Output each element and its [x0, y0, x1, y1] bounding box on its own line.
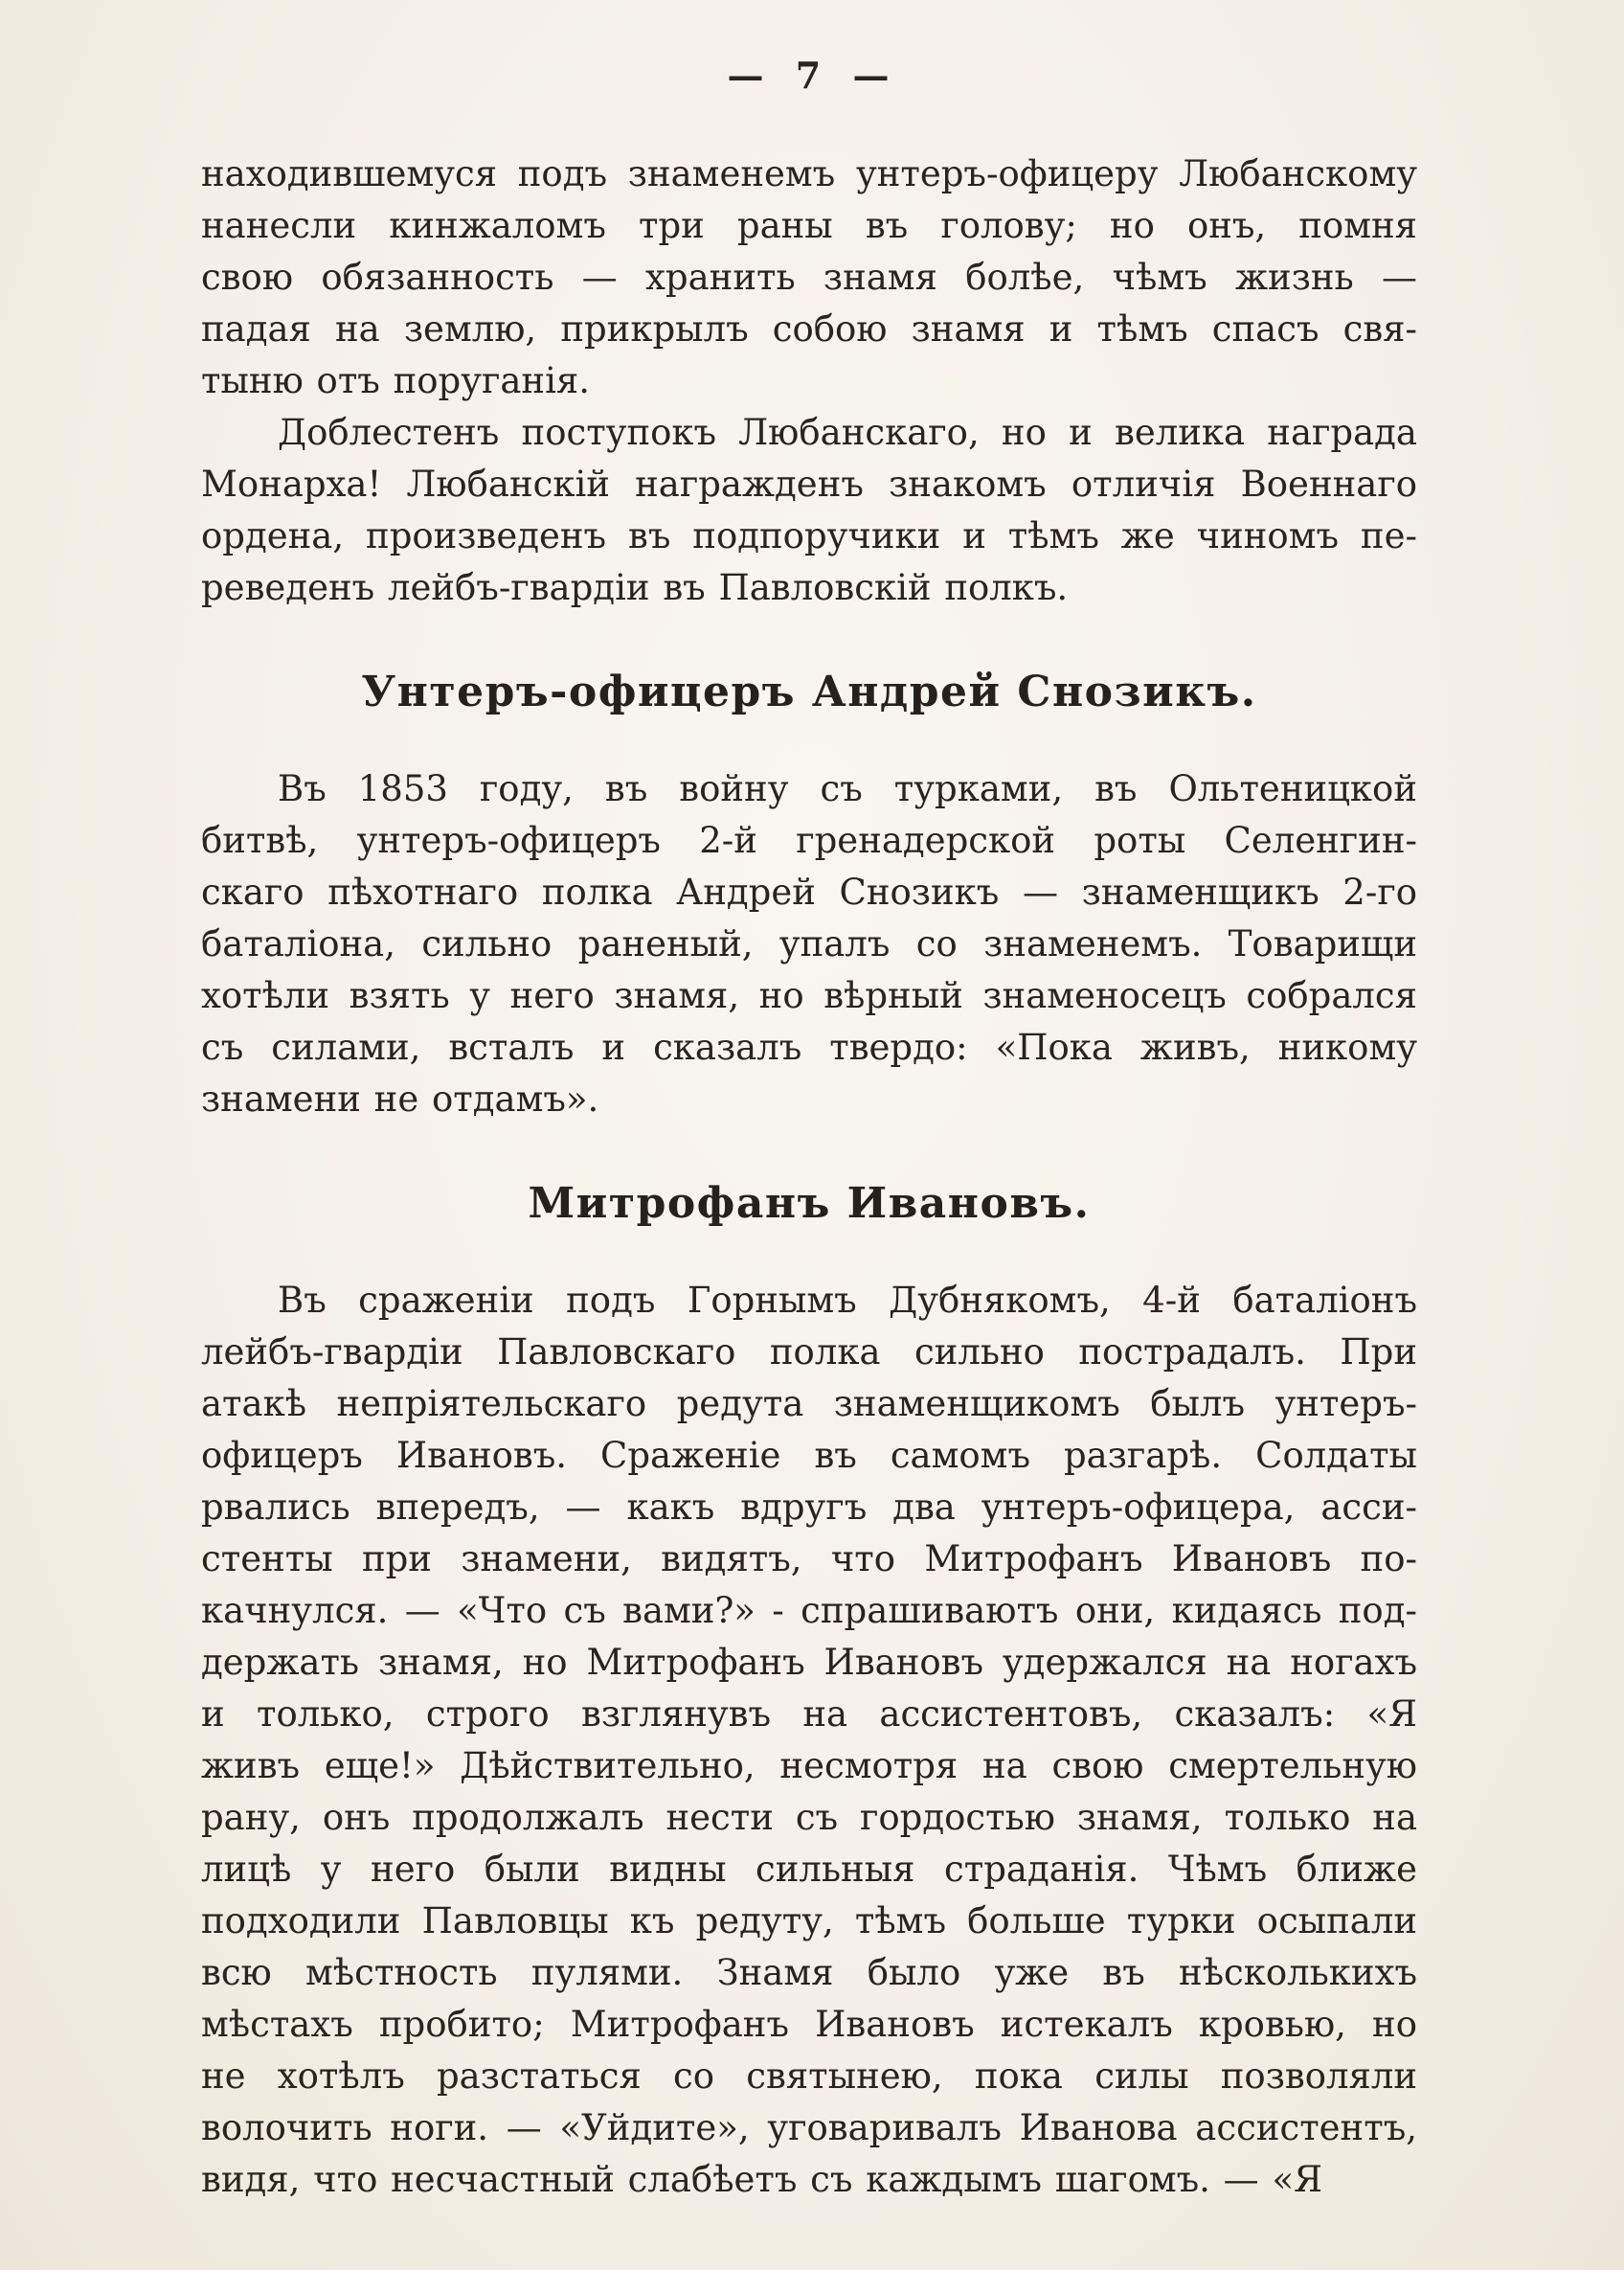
text-line: свою обязанность — хранить знамя болѣе, чѣмъ жизнь — [201, 257, 1417, 298]
text-line: живъ еще!» Дѣйствительно, несмотря на свою смертельную [201, 1745, 1417, 1786]
text-line: падая на землю, прикрылъ собою знамя и тѣмъ спасъ свя- [201, 308, 1417, 350]
text-line: подходили Павловцы къ редуту, тѣмъ больше турки осыпали [201, 1900, 1417, 1941]
text-line: нанесли кинжаломъ три раны въ голову; но онъ, помня [201, 205, 1417, 246]
text-line: держать знамя, но Митрофанъ Ивановъ удержался на ногахъ [201, 1642, 1417, 1683]
text-line: ордена, произведенъ въ подпоручики и тѣмъ же чиномъ пе- [201, 515, 1417, 556]
text-line: мѣстахъ пробито; Митрофанъ Ивановъ истекалъ кровью, но [201, 2004, 1417, 2045]
text-line: находившемуся подъ знаменемъ унтеръ-офицеру Любанскому [201, 153, 1417, 194]
text-line: всю мѣстность пулями. Знамя было уже въ нѣсколькихъ [201, 1952, 1417, 1993]
text-line: Въ сраженіи подъ Горнымъ Дубнякомъ, 4-й баталіонъ [278, 1280, 1417, 1321]
text-line: Монарха! Любанскій награжденъ знакомъ отличія Военнаго [201, 464, 1417, 505]
text-line: хотѣли взять у него знамя, но вѣрный знаменосецъ собрался [201, 975, 1417, 1016]
text-line: лейбъ-гвардіи Павловскаго полка сильно пострадалъ. При [201, 1331, 1417, 1373]
text-line: офицеръ Ивановъ. Сраженіе въ самомъ разгарѣ. Солдаты [201, 1435, 1417, 1476]
heading-ivanov: Митрофанъ Ивановъ. [528, 1179, 1091, 1228]
text-line: баталіона, сильно раненый, упалъ со знаменемъ. Товарищи [201, 923, 1417, 965]
paragraph-ivanov [201, 1275, 1417, 2206]
text-line: лицѣ у него были видны сильныя страданія. Чѣмъ ближе [201, 1849, 1417, 1890]
text-line: качнулся. — «Что съ вами?» - спрашиваютъ они, кидаясь под- [201, 1590, 1417, 1631]
text-line: видя, что несчастный слабѣетъ съ каждымъ шагомъ. — «Я [201, 2159, 1322, 2200]
text-line: волочить ноги. — «Уйдите», уговаривалъ Иванова ассистентъ, [201, 2107, 1417, 2148]
text-line: рану, онъ продолжалъ нести съ гордостью знамя, только на [201, 1797, 1417, 1838]
text-line: знамени не отдамъ». [201, 1078, 599, 1120]
text-line: Доблестенъ поступокъ Любанскаго, но и велика награда [278, 412, 1417, 453]
text-line: стенты при знамени, видятъ, что Митрофанъ Ивановъ по- [201, 1538, 1417, 1579]
text-line: не хотѣлъ разстаться со святынею, пока силы позволяли [201, 2055, 1417, 2097]
text-line: и только, строго взглянувъ на ассистентовъ, сказалъ: «Я [201, 1693, 1417, 1735]
paragraph-lyubansky-feat [201, 148, 1417, 407]
paragraph-snozik [201, 763, 1417, 1125]
paragraph-lyubansky-award [201, 407, 1417, 614]
page-number: — 7 — [727, 54, 891, 97]
text-line: реведенъ лейбъ-гвардіи въ Павловскій полкъ. [201, 567, 1069, 608]
text-line: атакѣ непріятельскаго редута знаменщикомъ былъ унтеръ- [201, 1383, 1417, 1424]
heading-snozik: Унтеръ-офицеръ Андрей Снозикъ. [361, 668, 1257, 716]
text-line: скаго пѣхотнаго полка Андрей Снозикъ — знаменщикъ 2-го [201, 872, 1417, 913]
text-line: съ силами, всталъ и сказалъ твердо: «Пока живъ, никому [201, 1027, 1417, 1068]
text-line: рвались впередъ, — какъ вдругъ два унтеръ-офицера, асси- [201, 1487, 1417, 1528]
text-line: тыню отъ поруганія. [201, 360, 591, 401]
text-line: Въ 1853 году, въ войну съ турками, въ Ольтеницкой [278, 768, 1417, 809]
text-line: битвѣ, унтеръ-офицеръ 2-й гренадерской роты Селенгин- [201, 820, 1417, 861]
